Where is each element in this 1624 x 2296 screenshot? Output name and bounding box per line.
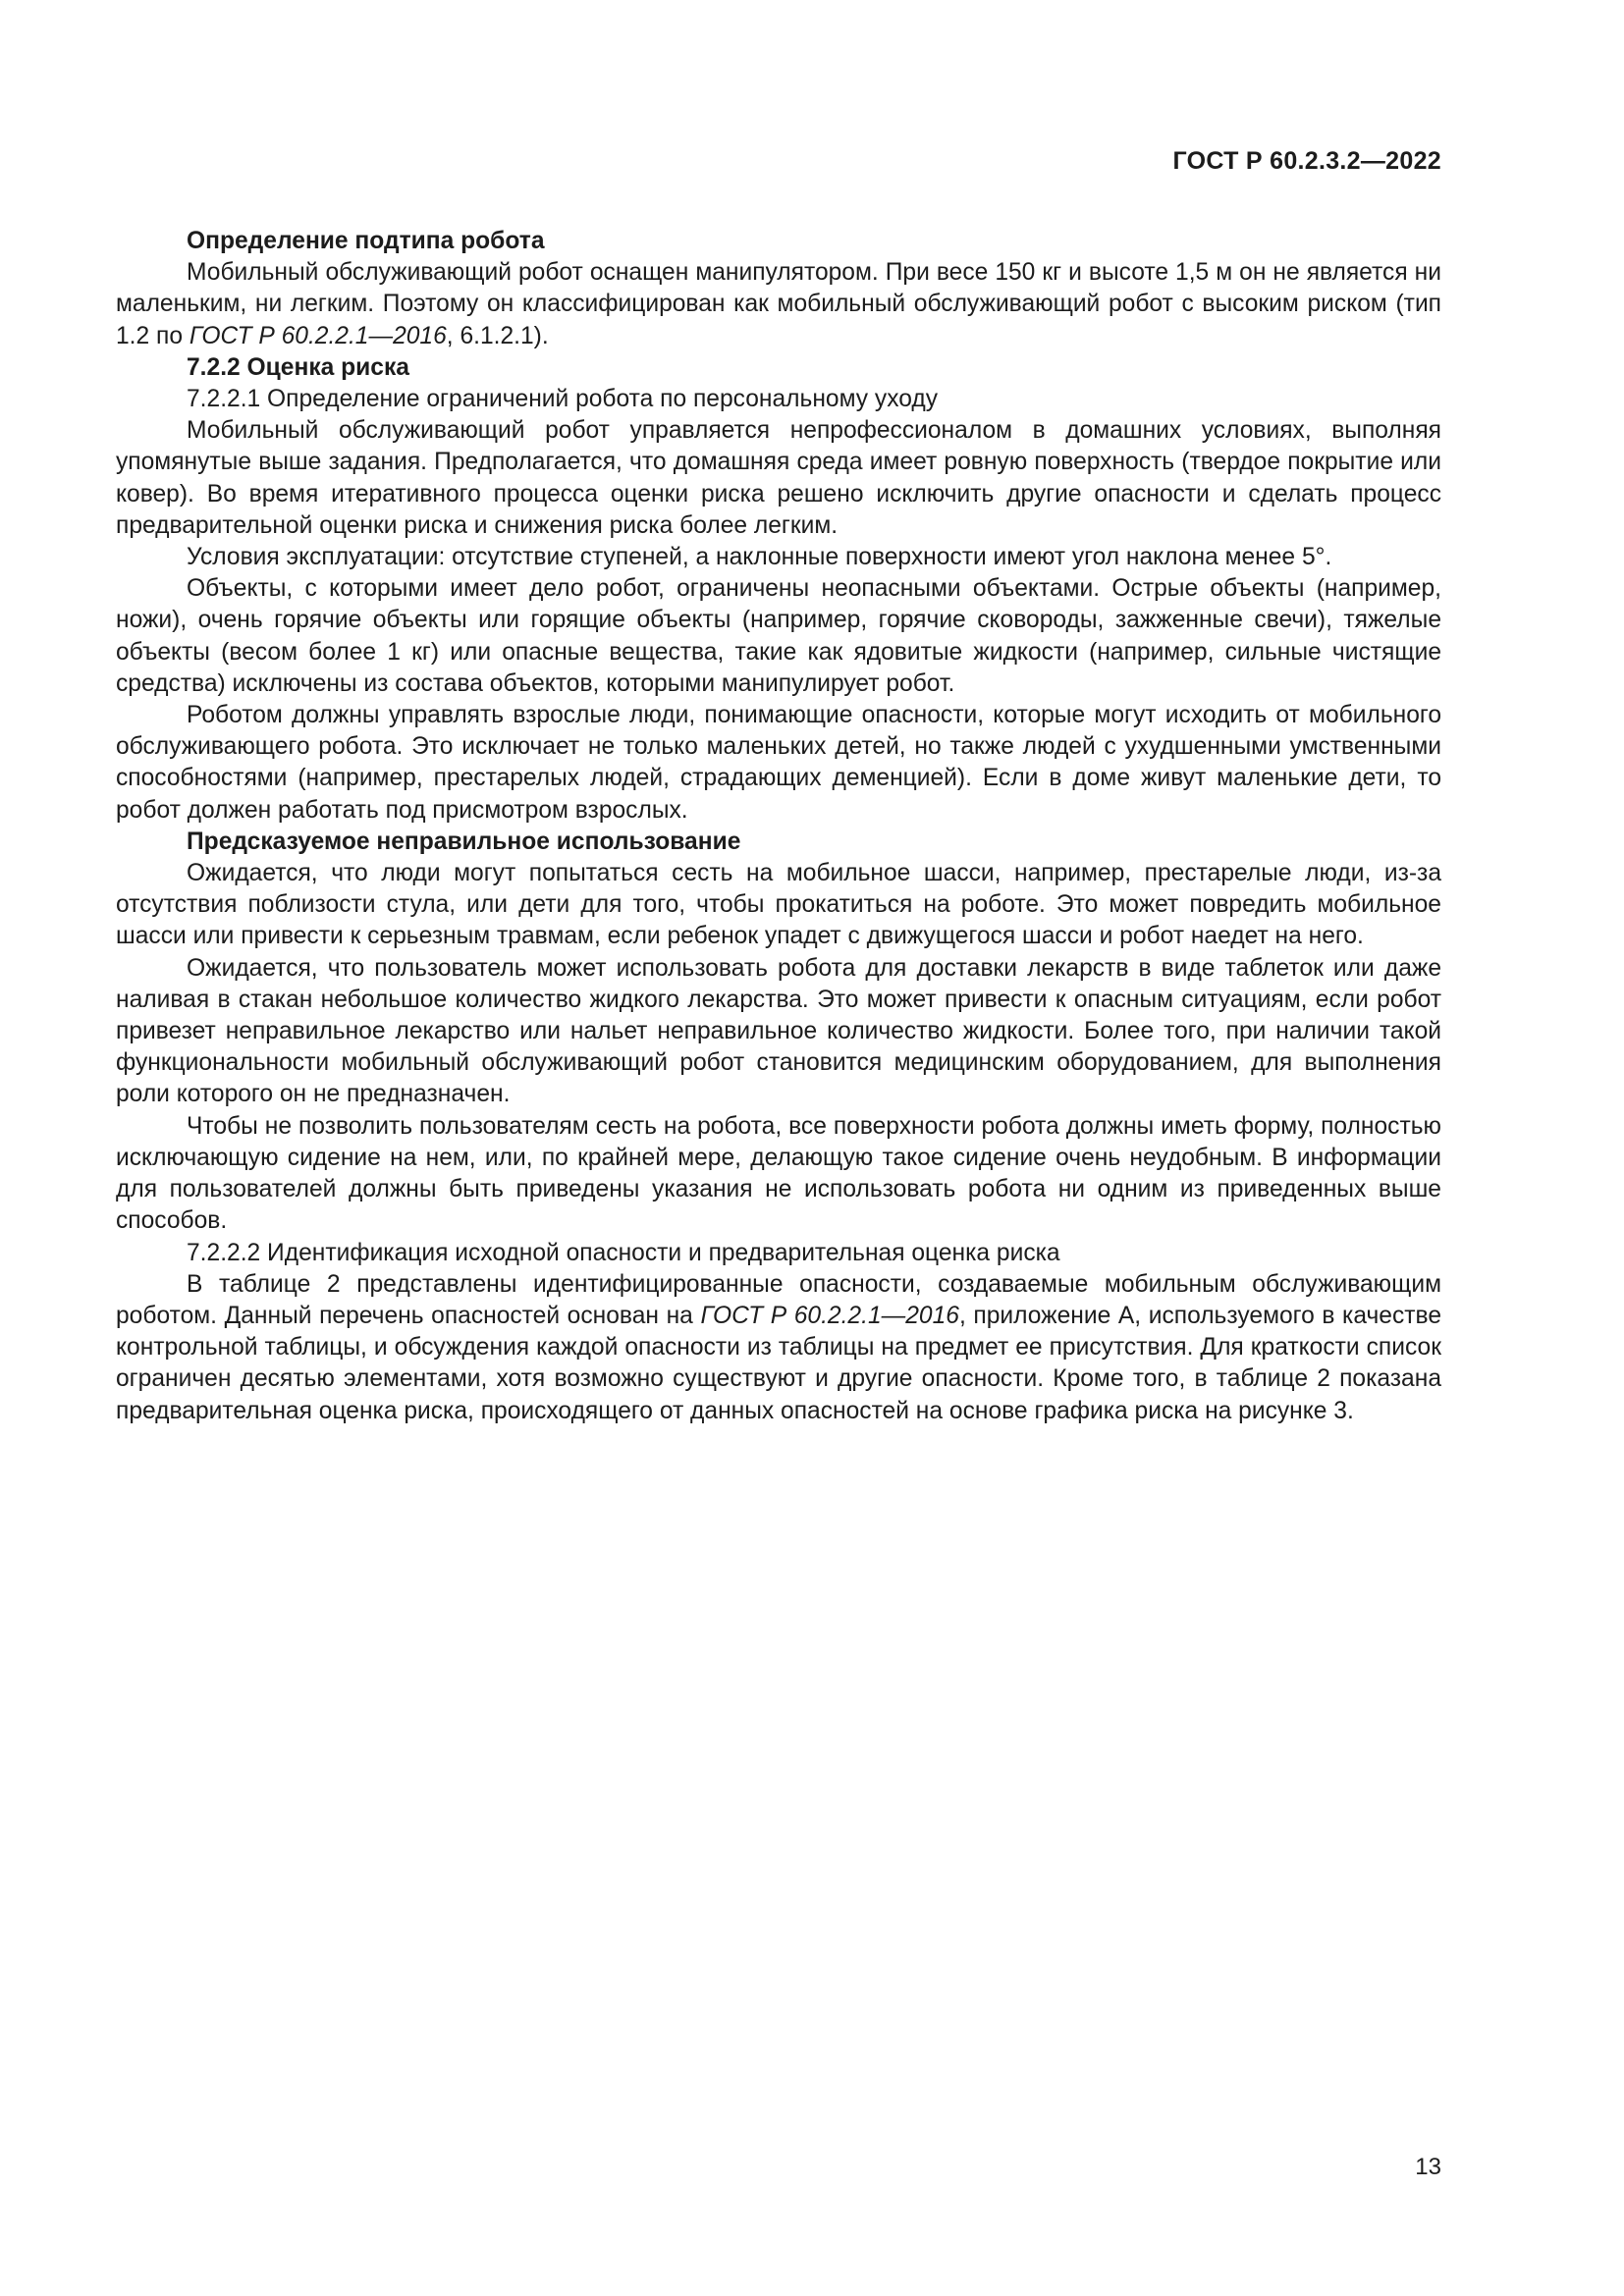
clause-7222-title: 7.2.2.2 Идентификация исходной опасности и предварительная оценка риска: [187, 1239, 1060, 1266]
subtype-heading: Определение подтипа робота: [187, 228, 545, 254]
subtype-paragraph: [116, 257, 1441, 352]
subtype-standard-reference: ГОСТ Р 60.2.2.1—2016: [189, 322, 447, 349]
prevention-paragraph: Чтобы не позволить пользователям сесть на робота, все поверхности робота должны иметь форму, полностью исключающую сидение на нем, или, по крайней мере, делающую такое сидение очень неудобным. В информации для пользователей должны быть приведены указания не использовать робота ни одним из приведенных выше способов.: [116, 1112, 1441, 1235]
operators-paragraph: Роботом должны управлять взрослые люди, понимающие опасности, которые могут исходить от мобильного обслуживающего робота. Это исключает не только маленьких детей, но также людей с ухудшенными умственными способностями (например, престарелых людей, страдающих деменцией). Если в доме живут маленькие дети, то робот должен работать под присмотром взрослых.: [116, 702, 1441, 824]
conditions-paragraph: Условия эксплуатации: отсутствие ступеней, а наклонные поверхности имеют угол наклона менее 5°.: [187, 544, 1332, 571]
subtype-text-2: , 6.1.2.1).: [446, 322, 549, 349]
table-description-paragraph: [116, 1269, 1441, 1427]
objects-paragraph: Объекты, с которыми имеет дело робот, ограничены неопасными объектами. Острые объекты (например, ножи), очень горячие объекты или горящие объекты (например, горячие сковороды, зажженные свечи), тяжелые объекты (весом более 1 кг) или опасные вещества, такие как ядовитые жидкости (например, сильные чистящие средства) исключены из состава объектов, которыми манипулирует робот.: [116, 575, 1441, 697]
page-body: [116, 226, 1441, 1427]
table-text-2: , приложение А, используемого в качестве контрольной таблицы, и обсуждения каждой опасности из таблицы на предмет ее присутствия. Для краткости список ограничен десятью элементами, хотя возможно существуют и другие опасности. Кроме того, в таблице 2 показана предварительная оценка риска, происходящего от данных опасностей на основе графика риска на рисунке 3.: [116, 1302, 1442, 1424]
clause-7221-title: 7.2.2.1 Определение ограничений робота по персональному уходу: [187, 386, 939, 413]
usage-paragraph: Мобильный обслуживающий робот управляется непрофессионалом в домашних условиях, выполняя упомянутые выше задания. Предполагается, что домашняя среда имеет ровную поверхность (твердое покрытие или ковер). Во время итеративного процесса оценки риска решено исключить другие опасности и сделать процесс предварительной оценки риска и снижения риска более легким.: [116, 417, 1441, 539]
document-code: ГОСТ Р 60.2.3.2—2022: [1172, 147, 1441, 175]
table-text-1: В таблице 2 представлены идентифицированные опасности, создаваемые мобильным обслуживающим роботом. Данный перечень опасностей основан на: [116, 1270, 1441, 1329]
misuse-heading: Предсказуемое неправильное использование: [187, 828, 741, 855]
subtype-text-1: Мобильный обслуживающий робот оснащен манипулятором. При весе 150 кг и высоте 1,5 м он не является ни маленьким, ни легким. Поэтому он классифицирован как мобильный обслуживающий робот с высоким риском (тип 1.2 по: [116, 259, 1441, 349]
table-standard-reference: ГОСТ Р 60.2.2.1—2016: [700, 1302, 959, 1329]
page-number: 13: [1415, 2154, 1441, 2180]
misuse-sitting-paragraph: Ожидается, что люди могут попытаться сесть на мобильное шасси, например, престарелые люди, из-за отсутствия поблизости стула, или дети для того, чтобы прокатиться на роботе. Это может повредить мобильное шасси или привести к серьезным травмам, если ребенок упадет с движущегося шасси и робот наедет на него.: [116, 860, 1441, 950]
section-heading-risk-assessment: 7.2.2 Оценка риска: [187, 353, 409, 381]
misuse-medicine-paragraph: Ожидается, что пользователь может использовать робота для доставки лекарств в виде таблеток или даже наливая в стакан небольшое количество жидкого лекарства. Это может привести к опасным ситуациям, если робот привезет неправильное лекарство или нальет неправильное количество жидкости. Более того, при наличии такой функциональности мобильный обслуживающий робот становится медицинским оборудованием, для выполнения роли которого он не предназначен.: [116, 954, 1441, 1108]
